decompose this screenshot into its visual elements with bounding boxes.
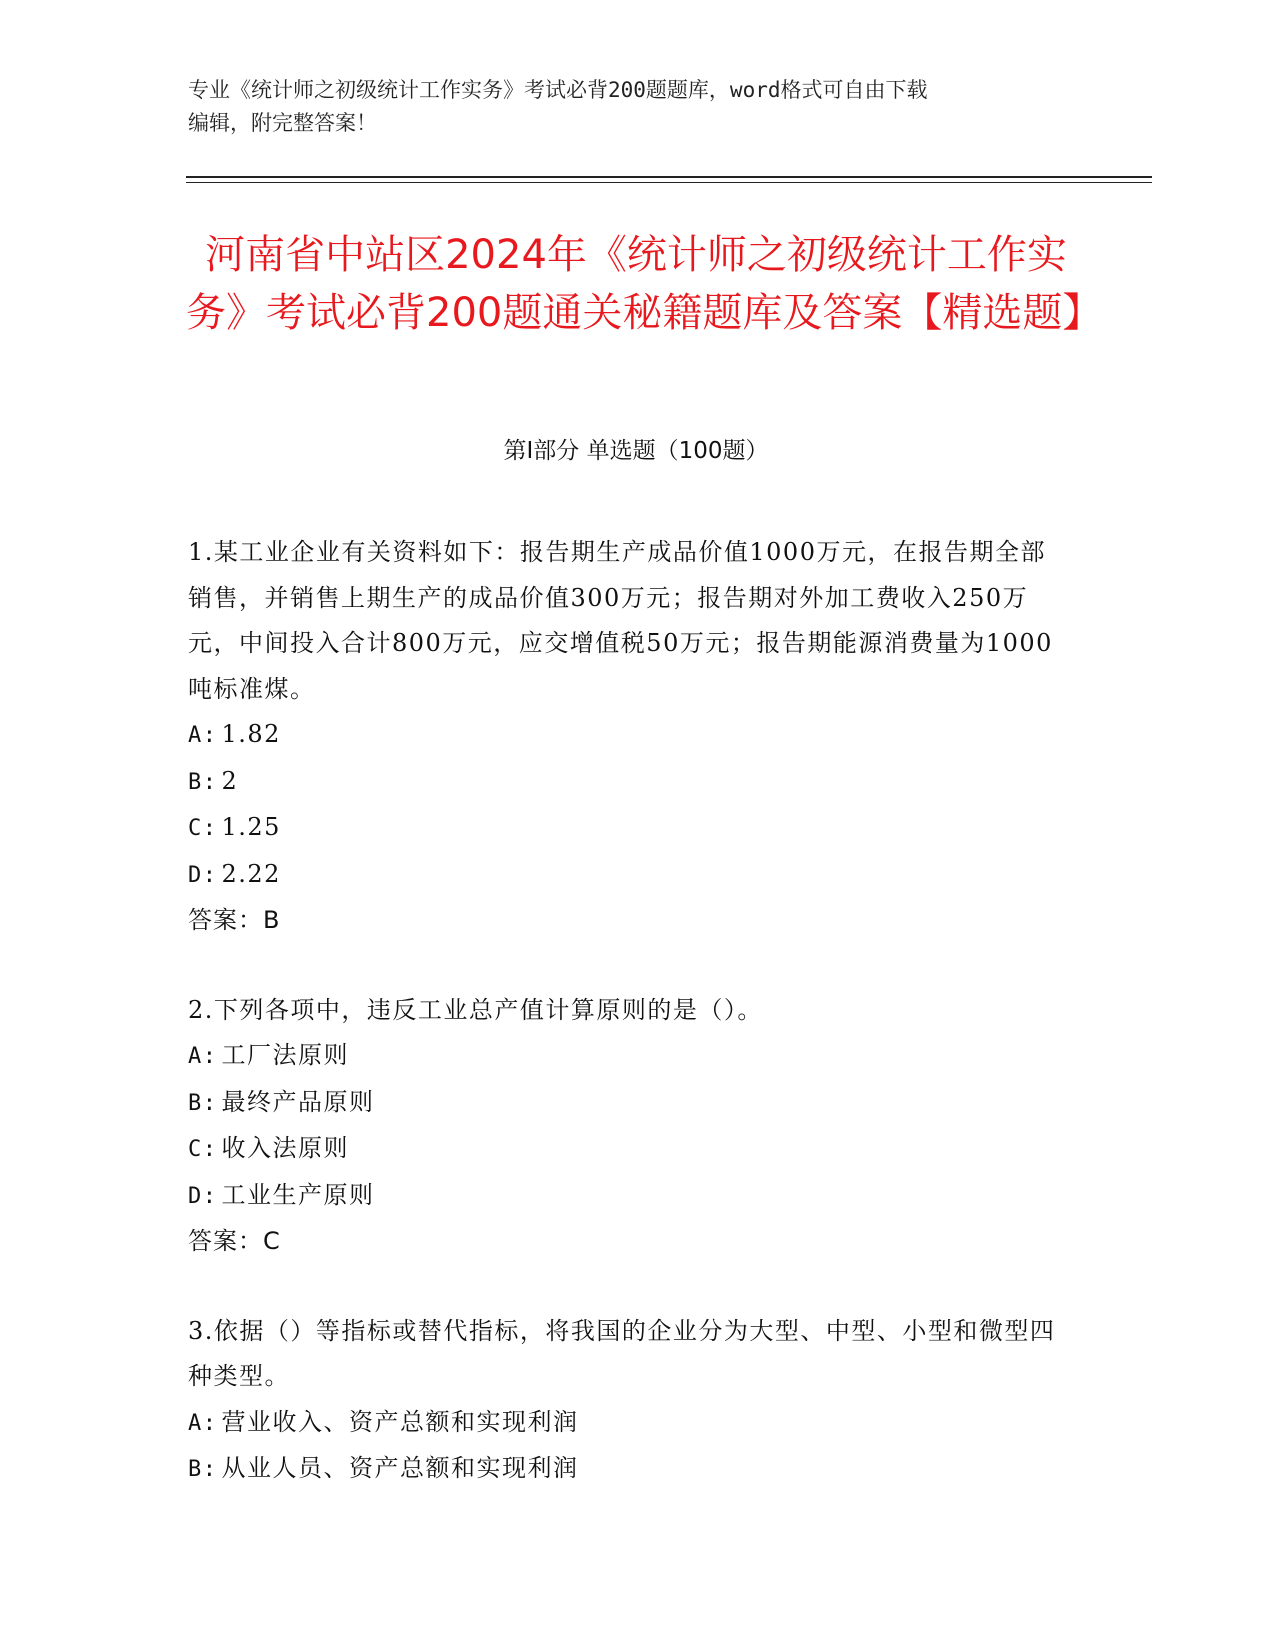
option-d	[188, 852, 1068, 899]
option-text: 从业人员、资产总额和实现利润	[221, 1454, 579, 1482]
section-title: 第Ⅰ部分 单选题（100题）	[503, 438, 769, 464]
option-letter: B:	[188, 1457, 218, 1482]
question-stem: 2.下列各项中，违反工业总产值计算原则的是（）。	[188, 995, 763, 1024]
answer-line: 答案：B	[188, 906, 281, 934]
option-c	[188, 1126, 1068, 1173]
header-note-line-2: 编辑，附完整答案！	[188, 111, 377, 135]
document-title: 河南省中站区2024年《统计师之初级统计工作实务》考试必背200题通关秘籍题库及答案【精选题】	[186, 232, 1103, 336]
question-3	[188, 1309, 1068, 1493]
option-a	[188, 712, 1068, 759]
question-stem: 1.某工业企业有关资料如下：报告期生产成品价值1000万元，在报告期全部销售，并销售上期生产的成品价值300万元；报告期对外加工费收入250万元，中间投入合计800万元，应交增值税50万元；报告期能源消费量为1000吨标准煤。	[188, 538, 1053, 703]
option-text: 最终产品原则	[221, 1087, 375, 1116]
option-text: 2	[221, 766, 239, 795]
question-stem: 3.依据（）等指标或替代指标，将我国的企业分为大型、中型、小型和微型四种类型。	[188, 1316, 1056, 1390]
option-text: 营业收入、资产总额和实现利润	[221, 1407, 579, 1436]
option-text: 1.25	[221, 813, 281, 841]
option-text: 2.22	[221, 859, 281, 888]
option-b	[188, 1080, 1068, 1127]
option-text: 1.82	[221, 720, 281, 748]
option-b	[188, 1446, 1068, 1493]
header-note-line-1: 专业《统计师之初级统计工作实务》考试必背200题题库，word格式可自由下载	[188, 78, 928, 102]
option-letter: B:	[188, 1090, 218, 1116]
option-letter: A:	[188, 1410, 218, 1436]
option-letter: C:	[188, 816, 218, 841]
option-letter: A:	[188, 723, 218, 748]
option-a	[188, 1033, 1068, 1080]
option-b	[188, 759, 1068, 806]
header-note	[188, 74, 1068, 140]
question-list	[188, 530, 1068, 1537]
option-letter: D:	[188, 862, 218, 888]
option-letter: C:	[188, 1137, 218, 1162]
option-text: 工业生产原则	[221, 1180, 375, 1209]
option-d	[188, 1173, 1068, 1220]
answer-line: 答案：C	[188, 1227, 281, 1255]
header-divider-thin	[186, 182, 1152, 183]
option-text: 收入法原则	[221, 1134, 349, 1162]
option-letter: A:	[188, 1044, 218, 1069]
option-a	[188, 1400, 1068, 1447]
question-2	[188, 988, 1068, 1265]
option-letter: B:	[188, 769, 218, 795]
header-divider-thick	[186, 176, 1152, 178]
question-1	[188, 530, 1068, 944]
option-c	[188, 805, 1068, 852]
option-letter: D:	[188, 1183, 218, 1209]
option-text: 工厂法原则	[221, 1041, 349, 1069]
